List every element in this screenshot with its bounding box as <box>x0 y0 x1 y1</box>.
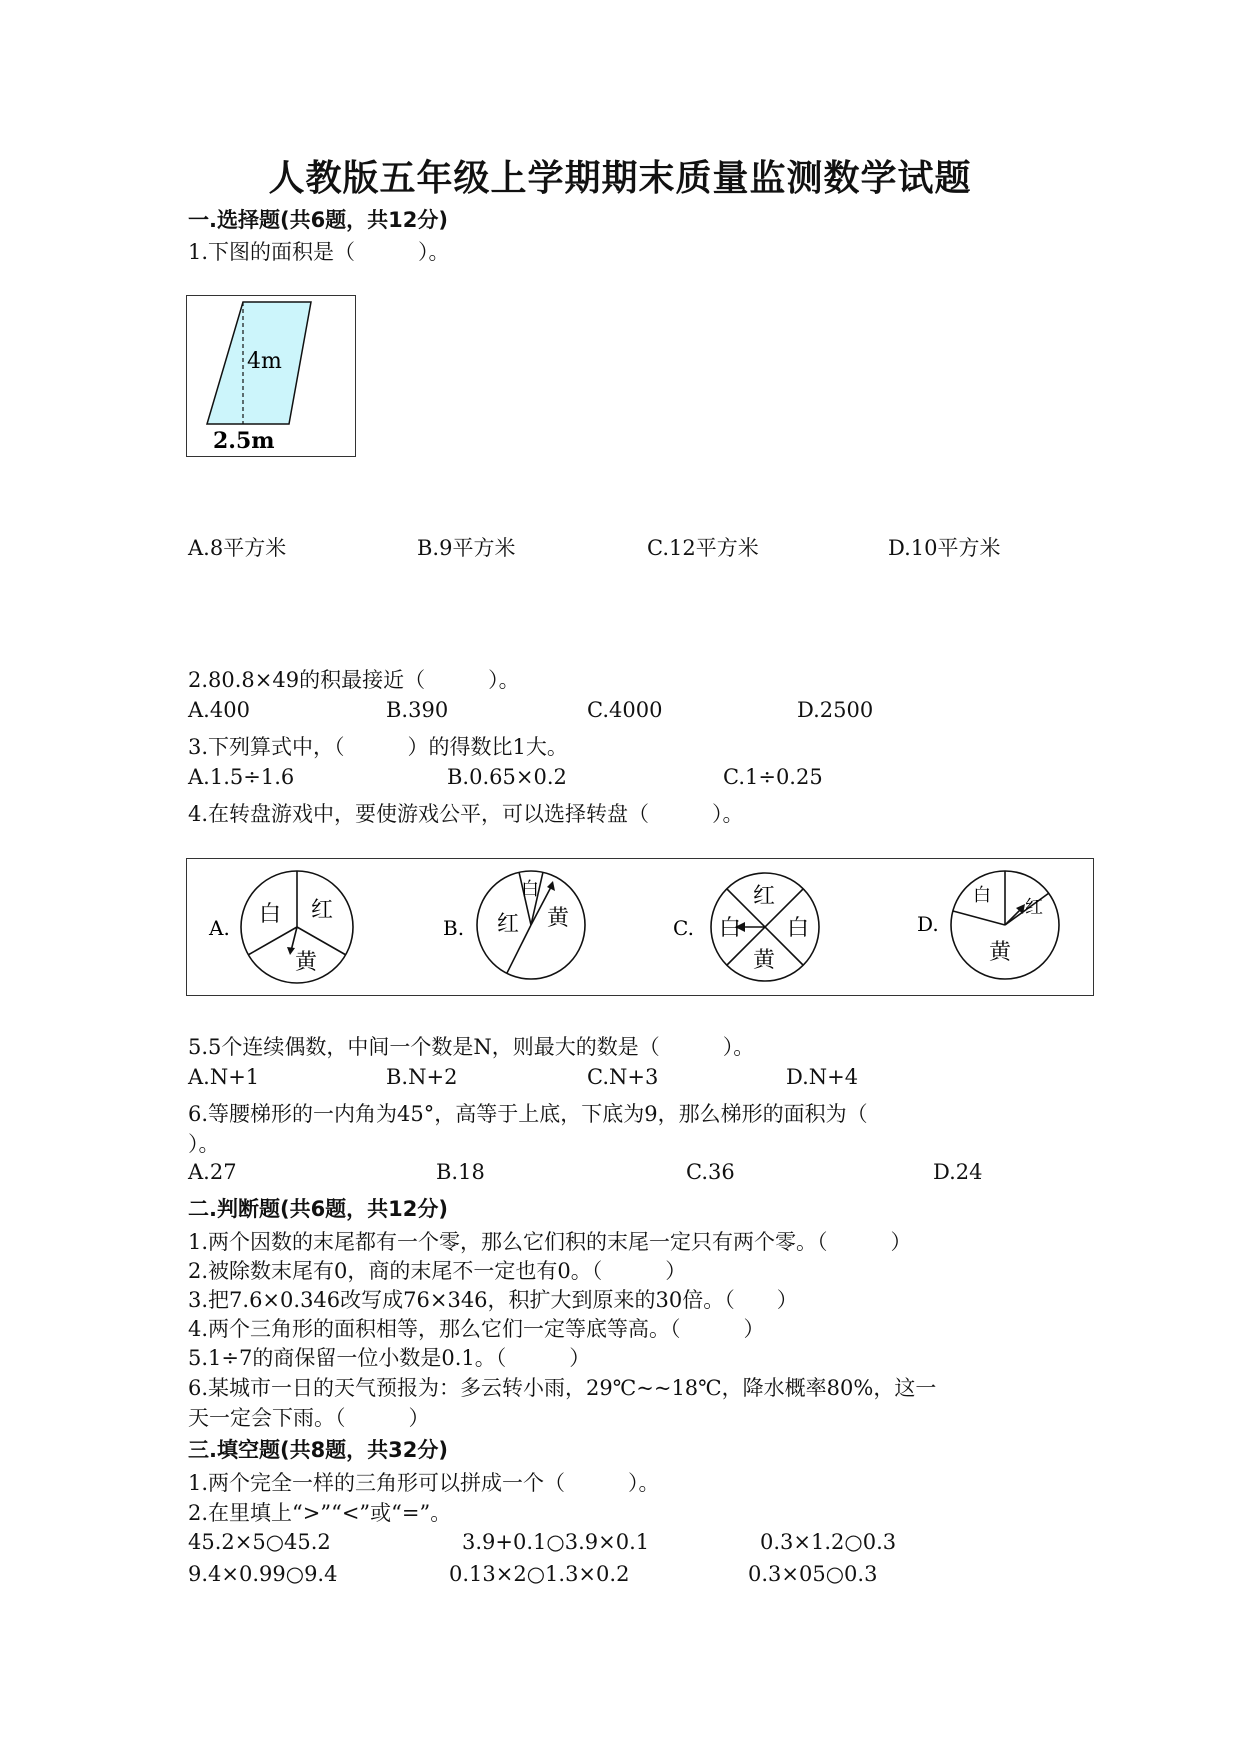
q2-option-c: C.4000 <box>587 698 663 722</box>
spinner-c-label: C. <box>673 916 694 940</box>
compare-1: 45.2×5○45.2 <box>188 1530 331 1554</box>
compare-6: 0.3×05○0.3 <box>748 1562 878 1586</box>
fill-question-1: 1.两个完全一样的三角形可以拼成一个（ ）。 <box>188 1471 660 1495</box>
q1-option-c: C.12平方米 <box>647 536 759 560</box>
q5-option-a: A.N+1 <box>188 1065 260 1089</box>
q6-option-a: A.27 <box>188 1160 237 1184</box>
section-heading-judge: 二.判断题(共6题，共12分) <box>188 1197 449 1221</box>
page-title: 人教版五年级上学期期末质量监测数学试题 <box>268 158 972 199</box>
compare-4: 9.4×0.99○9.4 <box>188 1562 338 1586</box>
spinner-c-sector-yellow: 黄 <box>753 948 776 973</box>
q5-option-b: B.N+2 <box>386 1065 458 1089</box>
spinner-b-sector-yellow: 黄 <box>547 906 570 931</box>
spinner-a-sector-yellow: 黄 <box>295 950 318 975</box>
q5-option-c: C.N+3 <box>587 1065 659 1089</box>
question-1: 1.下图的面积是（ ）。 <box>188 240 450 264</box>
spinner-a-sector-red: 红 <box>311 898 334 923</box>
spinner-d-label: D. <box>917 912 939 936</box>
question-6-line1: 6.等腰梯形的一内角为45°，高等于上底，下底为9，那么梯形的面积为（ <box>188 1102 868 1126</box>
q1-option-d: D.10平方米 <box>888 536 1001 560</box>
spinner-b-sector-red: 红 <box>497 912 520 937</box>
spinner-b-sector-white: 白 <box>521 879 539 900</box>
parallelogram-figure <box>186 295 356 457</box>
spinner-a-sector-white: 白 <box>259 902 282 927</box>
judge-item-1: 1.两个因数的末尾都有一个零，那么它们积的末尾一定只有两个零。（ ） <box>188 1230 912 1254</box>
question-5: 5.5个连续偶数，中间一个数是N，则最大的数是（ ）。 <box>188 1035 755 1059</box>
spinner-d-sector-yellow: 黄 <box>989 940 1012 965</box>
fill-question-2: 2.在里填上“>”“<”或“=”。 <box>188 1501 452 1525</box>
question-6-line2: ）。 <box>188 1132 220 1156</box>
spinner-b <box>477 871 585 979</box>
q2-option-b: B.390 <box>386 698 449 722</box>
judge-item-2: 2.被除数末尾有0，商的末尾不一定也有0。（ ） <box>188 1259 687 1283</box>
q5-option-d: D.N+4 <box>786 1065 859 1089</box>
spinner-c-sector-red: 红 <box>753 884 776 909</box>
q6-option-c: C.36 <box>686 1160 735 1184</box>
spinner-a <box>241 871 353 983</box>
judge-item-4: 4.两个三角形的面积相等，那么它们一定等底等高。（ ） <box>188 1317 765 1341</box>
compare-5: 0.13×2○1.3×0.2 <box>449 1562 630 1586</box>
spinner-d-sector-red: 红 <box>1025 897 1043 918</box>
q1-option-b: B.9平方米 <box>417 536 516 560</box>
spinner-d <box>951 871 1059 979</box>
q6-option-d: D.24 <box>933 1160 983 1184</box>
q3-option-c: C.1÷0.25 <box>723 765 823 789</box>
compare-3: 0.3×1.2○0.3 <box>760 1530 897 1554</box>
section-heading-choice: 一.选择题(共6题，共12分) <box>188 208 449 232</box>
base-label: 2.5m <box>213 428 275 454</box>
spinner-b-label: B. <box>443 916 465 940</box>
spinner-a-label: A. <box>209 916 230 940</box>
spinner-c-sector-white-right: 白 <box>787 916 810 941</box>
q3-option-a: A.1.5÷1.6 <box>188 765 295 789</box>
q6-option-b: B.18 <box>436 1160 485 1184</box>
q1-option-a: A.8平方米 <box>188 536 287 560</box>
judge-item-6-line1: 6.某城市一日的天气预报为：多云转小雨，29℃~~18℃，降水概率80%，这一 <box>188 1376 937 1400</box>
spinner-c <box>711 873 819 981</box>
question-4: 4.在转盘游戏中，要使游戏公平，可以选择转盘（ ）。 <box>188 802 744 826</box>
height-label: 4m <box>247 349 282 374</box>
spinners-figure <box>186 858 1094 996</box>
spinner-c-sector-white-left: 白 <box>719 916 742 941</box>
judge-item-3: 3.把7.6×0.346改写成76×346，积扩大到原来的30倍。（ ） <box>188 1288 798 1312</box>
judge-item-6-line2: 天一定会下雨。（ ） <box>188 1406 430 1430</box>
question-2: 2.80.8×49的积最接近（ ）。 <box>188 668 520 692</box>
question-3: 3.下列算式中，（ ）的得数比1大。 <box>188 735 568 759</box>
compare-2: 3.9+0.1○3.9×0.1 <box>462 1530 650 1554</box>
q2-option-a: A.400 <box>188 698 250 722</box>
judge-item-5: 5.1÷7的商保留一位小数是0.1。（ ） <box>188 1346 591 1370</box>
q2-option-d: D.2500 <box>797 698 874 722</box>
q3-option-b: B.0.65×0.2 <box>447 765 567 789</box>
section-heading-fill: 三.填空题(共8题，共32分) <box>188 1438 449 1462</box>
spinner-d-sector-white: 白 <box>973 885 991 906</box>
